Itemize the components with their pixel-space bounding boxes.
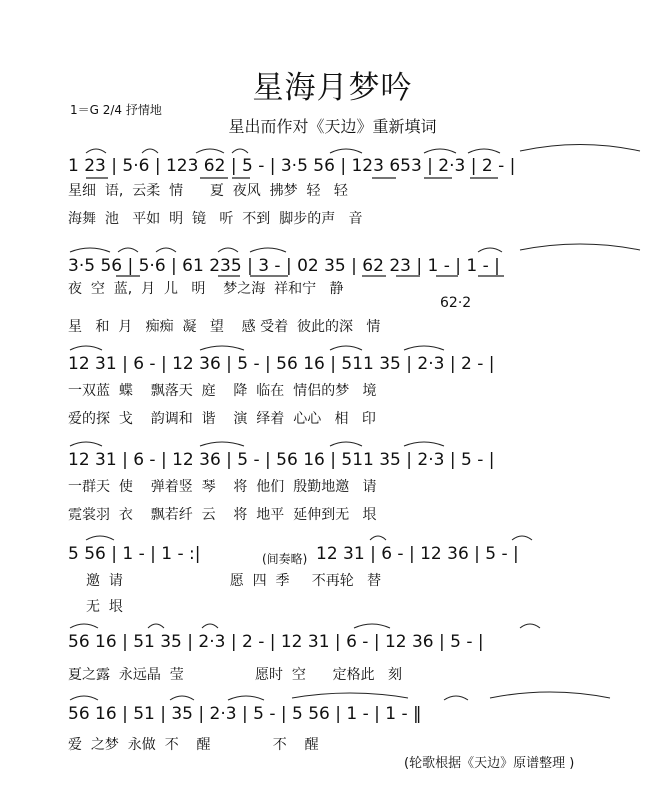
key-signature: 1＝G 2/4 抒情地 [70,103,162,117]
lyric-line-2a: 夜 空 蓝, 月 儿 明 梦之海 祥和宁 静 [68,281,344,297]
lyric-line-7: 爱 之梦 永做 不 醒 不 醒 [68,737,319,753]
notation-line-1: 1 23 | 5·6 | 123 62 | 5 - | 3·5 56 | 123 653 | 2·3 | 2 - | [68,156,516,176]
lyric-line-4a: 一群天 使 弹着竖 琴 将 他们 殷勤地邀 请 [68,479,377,495]
lyric-line-5a: 邀 请 愿 四 季 不再轮 替 [86,573,382,589]
notation-line-7: 56 16 | 51 | 35 | 2·3 | 5 - | 5 56 | 1 - | 1 - ‖ [68,704,422,724]
notation-line-5a: 5 56 | 1 - | 1 - :| [68,544,201,564]
interlude-label: (间奏略) [262,552,308,566]
lyric-line-3b: 爱的探 戈 韵调和 谐 演 绎着 心心 相 印 [68,411,376,427]
notation-line-2: 3·5 56 | 5·6 | 61 235 | 3 - | 02 35 | 62 23 | 1 - | 1 - | [68,256,500,276]
notation-line-4: 12 31 | 6 - | 12 36 | 5 - | 56 16 | 511 35 | 2·3 | 5 - | [68,450,495,470]
song-subtitle: 星出而作对《天边》重新填词 [228,117,437,136]
lyric-line-1a: 星细 语, 云柔 情 夏 夜风 拂梦 轻 轻 [68,183,348,199]
lyric-line-4b: 霓裳羽 衣 飘若纤 云 将 地平 延伸到无 垠 [68,507,377,523]
notation-line-6: 56 16 | 51 35 | 2·3 | 2 - | 12 31 | 6 - | 12 36 | 5 - | [68,632,484,652]
lyric-line-1b: 海舞 池 平如 明 镜 听 不到 脚步的声 音 [68,211,363,227]
notation-line-3: 12 31 | 6 - | 12 36 | 5 - | 56 16 | 511 35 | 2·3 | 2 - | [68,354,495,374]
notation-line-5b: 12 31 | 6 - | 12 36 | 5 - | [316,544,519,564]
lyric-line-3a: 一双蓝 蝶 飘落天 庭 降 临在 情侣的梦 境 [68,383,377,399]
song-title: 星海月梦吟 [252,70,413,106]
lyric-line-5b: 无 垠 [86,599,123,615]
lyric-line-2b: 星 和 月 痴痴 凝 望 感 受着 彼此的深 情 [68,319,381,335]
lyric-line-6: 夏之露 永远晶 莹 愿时 空 定格此 刻 [68,667,402,683]
arrangement-note: (轮歌根据《天边》原谱整理 ) [404,756,575,771]
alt-notation: 62·2 [440,295,472,311]
